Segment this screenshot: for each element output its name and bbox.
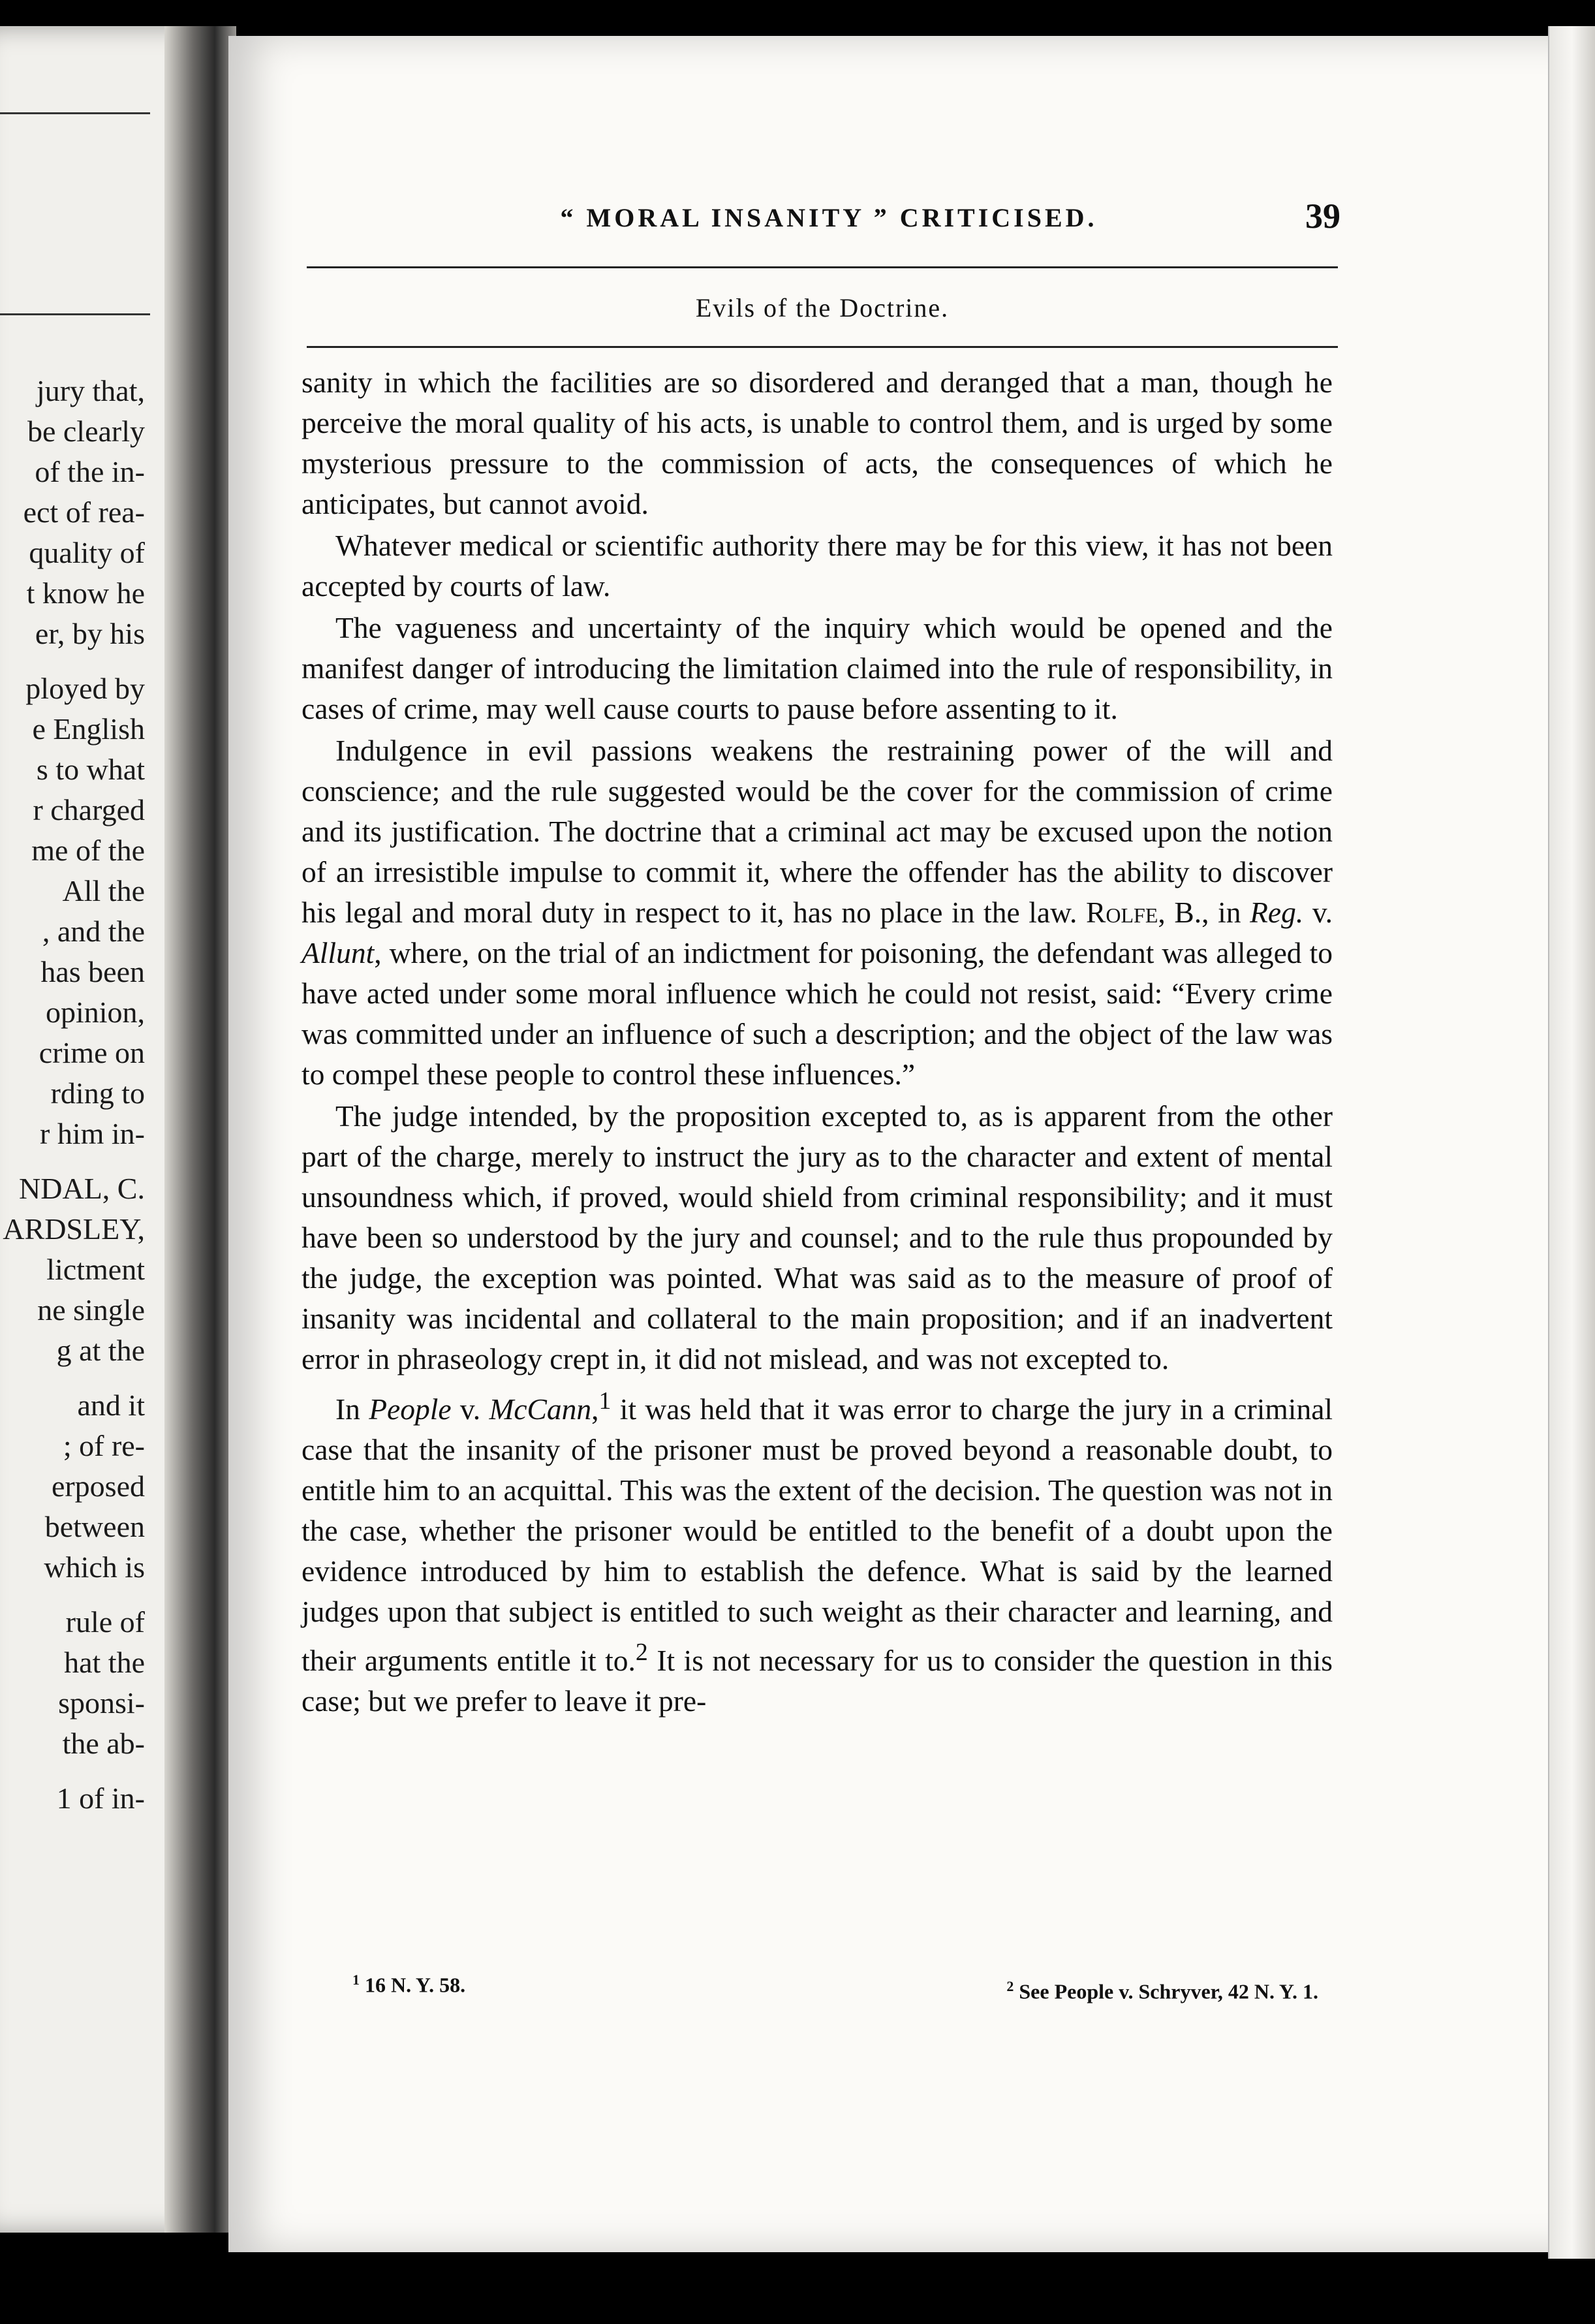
left-page-line: All the bbox=[62, 874, 145, 907]
page-number: 39 bbox=[1305, 196, 1340, 236]
left-page-line: erposed bbox=[51, 1469, 145, 1503]
left-page-line: rule of bbox=[65, 1605, 145, 1639]
left-page-line: the ab- bbox=[62, 1727, 145, 1760]
left-page-line: ne single bbox=[37, 1293, 145, 1327]
case-name: Allunt bbox=[302, 936, 375, 969]
left-page-line: , and the bbox=[42, 915, 145, 948]
left-page-line: ployed by bbox=[25, 672, 145, 705]
book-gutter bbox=[164, 26, 236, 2233]
judge-name: Rolfe bbox=[1086, 896, 1158, 929]
left-page-line: 1 of in- bbox=[56, 1782, 145, 1815]
paragraph: In People v. McCann,$^1$ it was held that it was error to charge the jury in a criminal case that the insanity of the prisoner must be proved beyond a reasonable doubt, to entitle him to an acquittal. This was the extent of the decision. The question was not in the case, whether the prisoner would be entitled to the benefit of a doubt upon the evidence introduced by him to establish the defence. What is said by the learned judges upon that subject is entitled to such weight as their character and learning, and their arguments entitle it to.$^2$ It is not necessary for us to consider the question in this case; but we prefer to leave it pre- bbox=[302, 1387, 1333, 1718]
case-name: Reg. bbox=[1250, 896, 1304, 929]
left-page-line: of the in- bbox=[35, 455, 145, 488]
left-page-line: t know he bbox=[26, 576, 145, 610]
left-page-line: hat the bbox=[64, 1646, 145, 1679]
left-page-line: lictment bbox=[46, 1253, 145, 1286]
left-page-line: jury that, bbox=[36, 374, 145, 407]
left-page-line: g at the bbox=[56, 1334, 145, 1367]
left-page-line: and it bbox=[77, 1389, 145, 1422]
left-page-line: has been bbox=[40, 955, 145, 988]
paragraph-text: In bbox=[335, 1392, 360, 1426]
left-page-line: ARDSLEY, bbox=[3, 1212, 145, 1246]
left-page-rule bbox=[0, 313, 150, 315]
footnote-text: 16 N. Y. 58. bbox=[365, 1973, 466, 1997]
paragraph-text: Indulgence in evil passions weakens the restraining power of the will and conscience; and the rule suggested would be the cover for the commission of crime and its justification. The doctrine that a criminal act may be excused upon the notion of an irresistible impulse to commit it, where the offender has the ability to discover his legal and moral duty in respect to it, has no place in the law. bbox=[302, 734, 1333, 929]
paragraph: The vagueness and uncertainty of the inquiry which would be opened and the manifest danger of introducing the limitation claimed into the rule of responsibility, in cases of crime, may well cause courts to pause before assenting to it. bbox=[302, 611, 1333, 725]
header-rule-bottom bbox=[307, 346, 1338, 348]
paragraph bbox=[302, 730, 1333, 1095]
left-page-line: me of the bbox=[31, 834, 145, 867]
left-page-line: which is bbox=[44, 1550, 145, 1584]
left-page-line: opinion, bbox=[45, 996, 145, 1029]
versus: v. bbox=[459, 1392, 481, 1426]
footnote-marker: 2 bbox=[1006, 1978, 1014, 1994]
left-page-line: r charged bbox=[33, 793, 145, 826]
left-page-line: NDAL, C. bbox=[19, 1172, 145, 1205]
left-page-line: between bbox=[44, 1510, 145, 1543]
paragraph-text: , B., in bbox=[1158, 896, 1241, 929]
body-text bbox=[302, 362, 1333, 1723]
footnote-1 bbox=[352, 1971, 465, 1998]
footnote-text: See People v. Schryver, 42 N. Y. 1. bbox=[1019, 1979, 1318, 2003]
section-subhead: Evils of the Doctrine. bbox=[695, 293, 950, 322]
left-page-line: crime on bbox=[39, 1036, 145, 1069]
left-page-line: e English bbox=[32, 712, 145, 746]
running-head: “ MORAL INSANITY ” CRITICISED. bbox=[560, 203, 1098, 232]
left-page-line: sponsi- bbox=[58, 1686, 145, 1719]
paragraph-text: It is not necessary for us to consider the question in this case; but we prefer to leave it pre- bbox=[302, 1644, 1333, 1718]
page-edge bbox=[1548, 26, 1595, 2259]
left-page-line: r him in- bbox=[40, 1117, 145, 1150]
left-page-line: quality of bbox=[29, 536, 145, 569]
left-page-line: be clearly bbox=[27, 415, 145, 448]
paragraph: Whatever medical or scientific authority there may be for this view, it has not been accepted by courts of law. bbox=[302, 529, 1333, 603]
versus: v. bbox=[1312, 896, 1333, 929]
paragraph-text: , where, on the trial of an indictment for poisoning, the defendant was alleged to have acted under some moral influence which he could not resist, said: “Every crime was committed under an influence of such a description; and the object of the law was to compel these people to control these influences.” bbox=[302, 936, 1333, 1091]
paragraph: sanity in which the facilities are so disordered and deranged that a man, though he perceive the moral quality of his acts, is unable to control them, and is urged by some mysterious pressure to the commission of acts, the consequences of which he anticipates, but cannot avoid. bbox=[302, 366, 1333, 520]
left-page-line: s to what bbox=[36, 753, 145, 786]
left-page-rule bbox=[0, 112, 150, 114]
footnote-marker: 1 bbox=[598, 1387, 612, 1415]
left-page-line: rding to bbox=[50, 1076, 145, 1110]
left-page-line: ect of rea- bbox=[23, 495, 145, 529]
left-page-line: er, by his bbox=[35, 617, 145, 650]
header-rule-top bbox=[307, 266, 1338, 268]
footnote-2 bbox=[1006, 1978, 1318, 2004]
paragraph: The judge intended, by the proposition excepted to, as is apparent from the other part of the charge, merely to instruct the jury as to the character and extent of mental unsoundness which, if proved, would shield from criminal responsibility; and it must have been so understood by the jury and counsel; and to the rule thus propounded by the judge, the exception was pointed. What was said as to the measure of proof of insanity was incidental and collateral to the main proposition; and if an inadvertent error in phraseology crept in, it did not mislead, and was not excepted to. bbox=[302, 1099, 1333, 1375]
case-name: People bbox=[369, 1392, 452, 1426]
footnote-marker: 1 bbox=[352, 1971, 360, 1988]
left-page-line: ; of re- bbox=[63, 1429, 145, 1462]
case-name: McCann bbox=[489, 1392, 592, 1426]
paragraph-text: it was held that it was error to charge the jury in a criminal case that the insanity of the prisoner must be proved beyond a reasonable doubt, to entitle him to an acquittal. This was the extent of the decision. The question was not in the case, whether the prisoner would be entitled to the benefit of a doubt upon the evidence introduced by him to establish the defence. What is said by the learned judges upon that subject is entitled to such weight as their character and learning, and their arguments entitle it to. bbox=[302, 1392, 1333, 1678]
footnote-marker: 2 bbox=[635, 1639, 648, 1667]
